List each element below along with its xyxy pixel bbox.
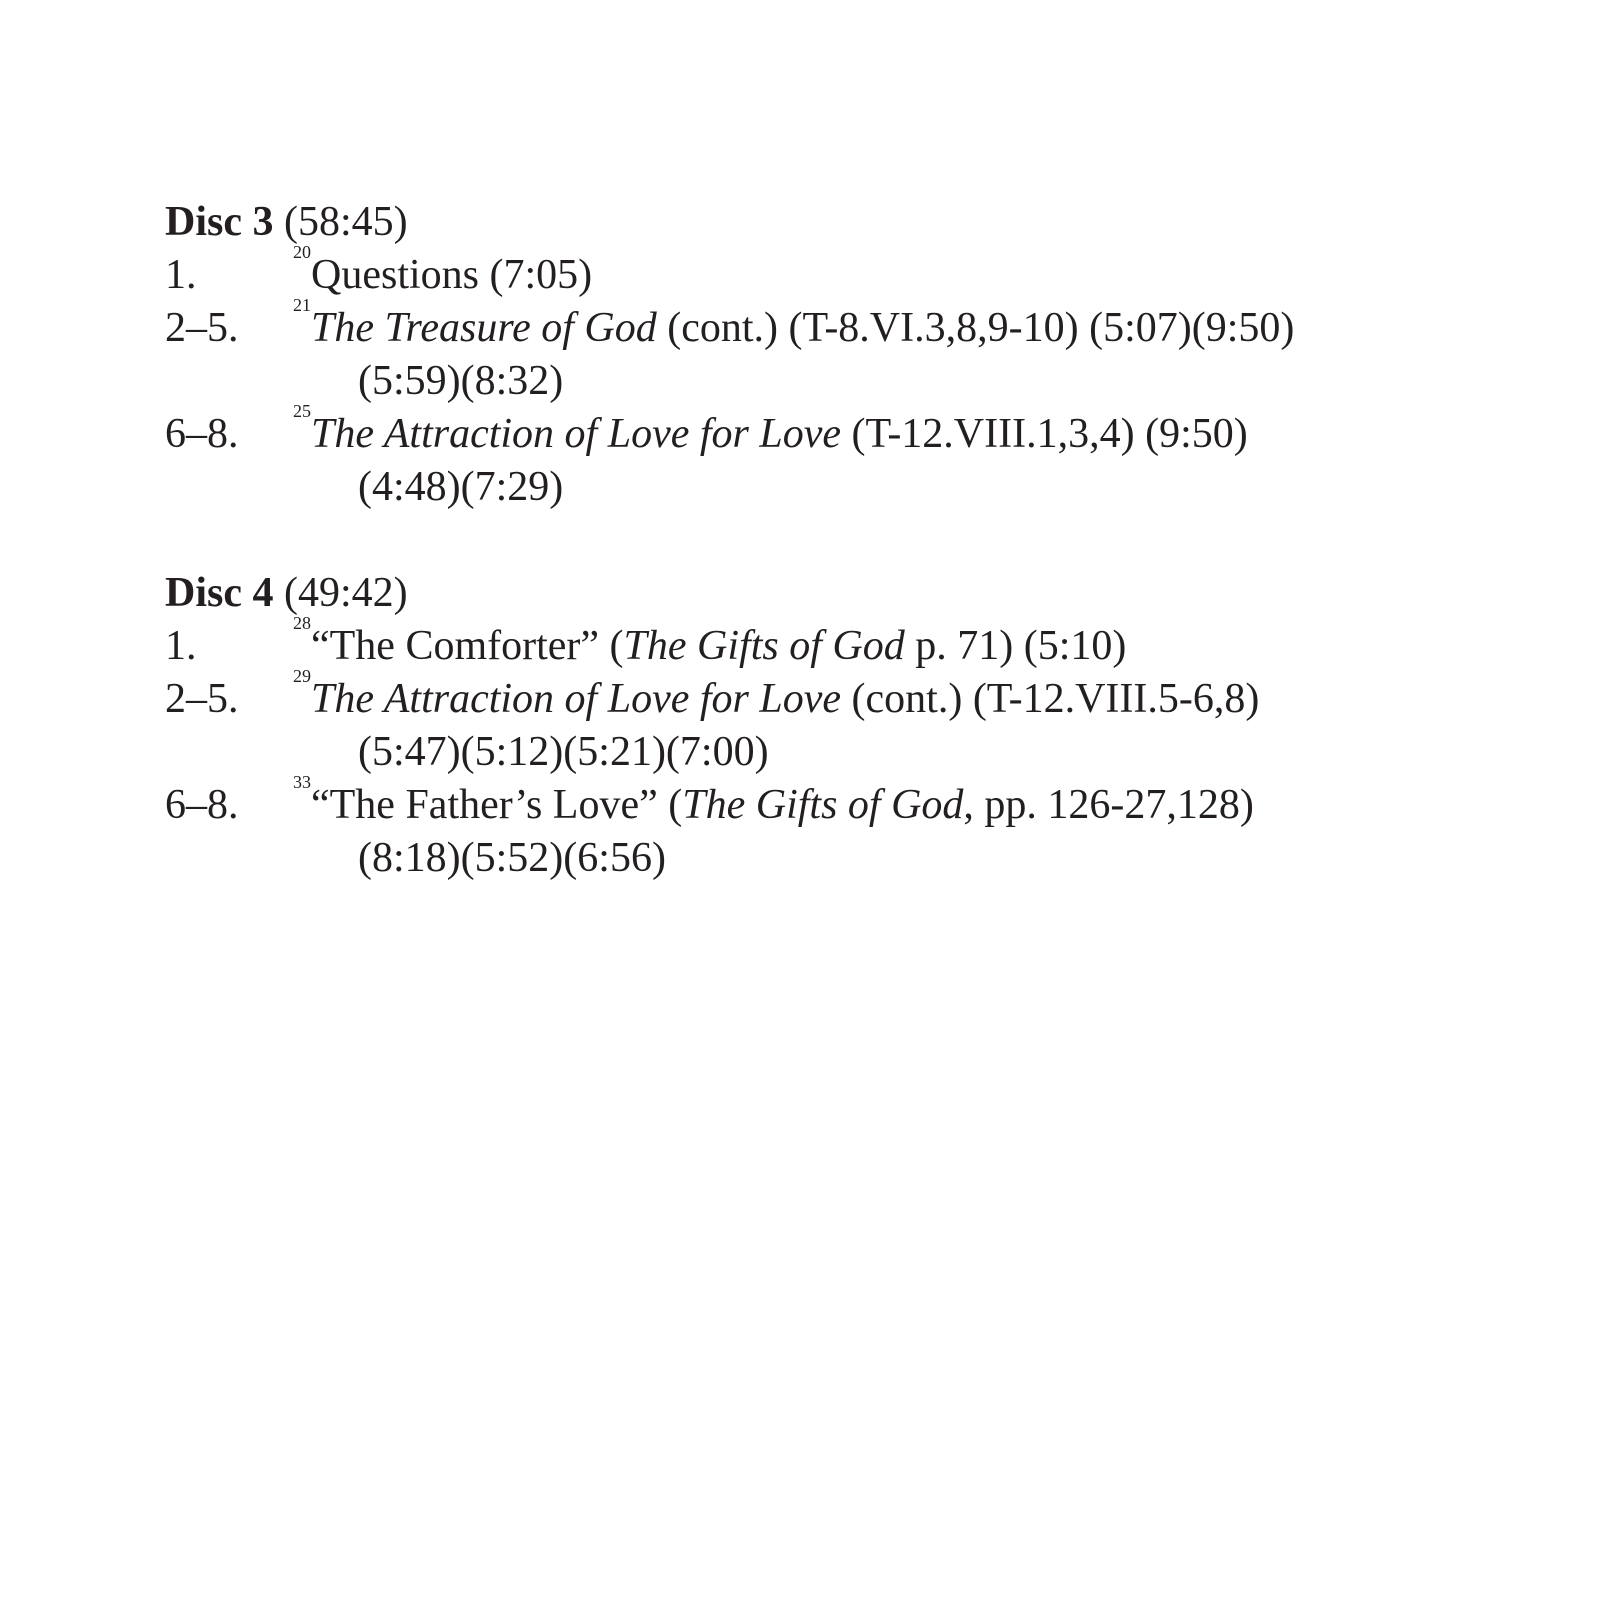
track-durations: (8:18)(5:52)(6:56) (358, 835, 666, 881)
disc-heading (165, 196, 1565, 249)
reference-number: 33 (293, 772, 311, 792)
track-source-title: The Gifts of God (682, 782, 964, 828)
track-title-prefix: “The Father’s Love” ( (311, 782, 683, 828)
disc-4-section (165, 567, 1565, 885)
reference-number: 25 (293, 401, 311, 421)
track-entry (165, 295, 1565, 408)
track-body (293, 295, 1565, 408)
track-details: (cont.) (T-8.VI.3,8,9-10) (5:07)(9:50) (656, 305, 1295, 351)
track-details: (cont.) (T-12.VIII.5-6,8) (841, 676, 1260, 722)
track-durations: (5:47)(5:12)(5:21)(7:00) (358, 729, 769, 775)
disc-label: Disc 4 (165, 570, 274, 616)
track-entry (165, 772, 1565, 885)
disc-duration: (58:45) (284, 199, 408, 245)
track-body (293, 401, 1565, 514)
track-title: The Attraction of Love for Love (311, 676, 842, 722)
reference-number: 28 (293, 613, 311, 633)
track-durations: (5:59)(8:32) (358, 358, 564, 404)
track-body (293, 613, 1565, 673)
track-body (293, 772, 1565, 885)
track-number: 2–5. (165, 305, 239, 351)
track-listing (165, 196, 1565, 885)
disc-3-section (165, 196, 1565, 514)
track-title: The Attraction of Love for Love (311, 411, 842, 457)
track-entry (165, 242, 1565, 302)
track-entry (165, 401, 1565, 514)
track-details: (7:05) (479, 252, 593, 298)
track-title: The Treasure of God (311, 305, 657, 351)
track-source-title: The Gifts of God (623, 623, 905, 669)
track-body (293, 242, 1565, 302)
disc-label: Disc 3 (165, 199, 274, 245)
reference-number: 29 (293, 666, 311, 686)
reference-number: 21 (293, 295, 311, 315)
track-entry (165, 613, 1565, 673)
track-body (293, 666, 1565, 779)
track-number: 1. (165, 623, 197, 669)
track-number: 6–8. (165, 411, 239, 457)
disc-duration: (49:42) (284, 570, 408, 616)
track-number: 1. (165, 252, 197, 298)
track-number: 2–5. (165, 676, 239, 722)
track-durations: (4:48)(7:29) (358, 464, 564, 510)
track-details: (T-12.VIII.1,3,4) (9:50) (841, 411, 1248, 457)
reference-number: 20 (293, 242, 311, 262)
track-entry (165, 666, 1565, 779)
track-title-prefix: “The Comforter” ( (311, 623, 624, 669)
track-details: p. 71) (5:10) (904, 623, 1127, 669)
track-title: Questions (311, 252, 479, 298)
track-details: , pp. 126-27,128) (963, 782, 1254, 828)
disc-heading (165, 567, 1565, 620)
track-number: 6–8. (165, 782, 239, 828)
